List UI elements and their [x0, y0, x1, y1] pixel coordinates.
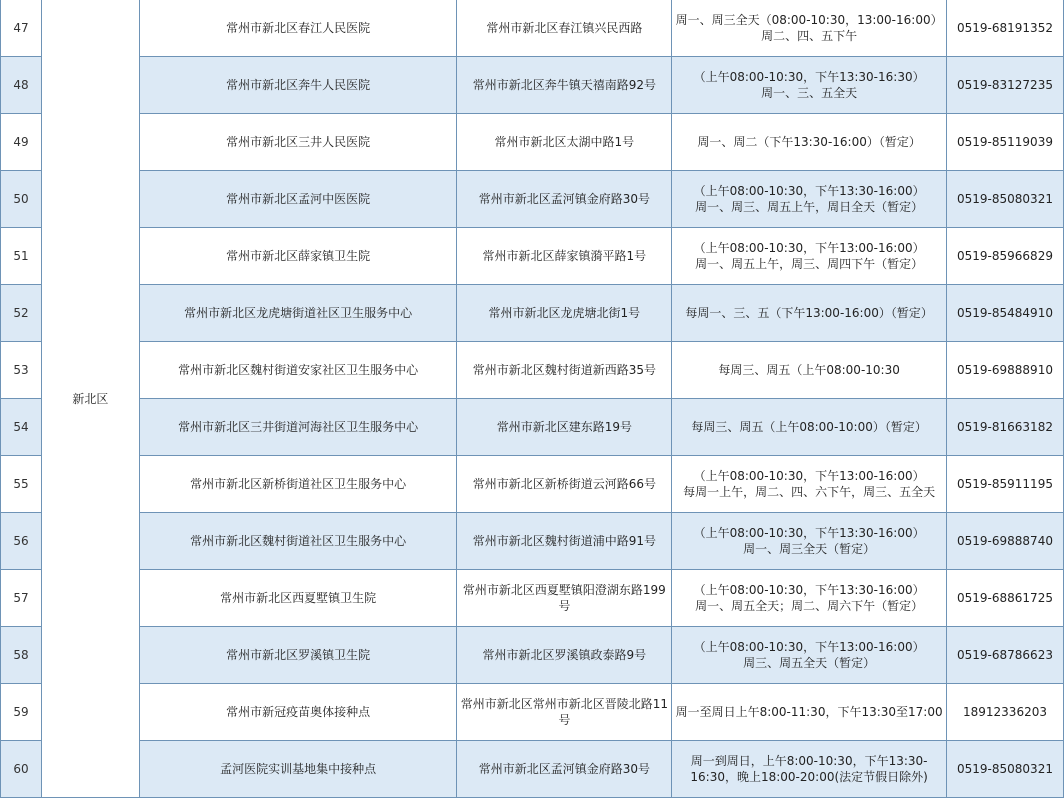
table-row	[1, 57, 1064, 114]
service-time-cell: 每周三、周五（上午08:00-10:00）（暂定）	[672, 399, 947, 456]
site-name-cell: 常州市新北区孟河中医医院	[139, 171, 457, 228]
site-address-cell: 常州市新北区春江镇兴民西路	[457, 0, 672, 57]
service-time-cell: 周一到周日，上午8:00-10:30，下午13:30-16:30，晚上18:00-20:00(法定节假日除外)	[672, 741, 947, 798]
site-name-cell: 常州市新北区新桥街道社区卫生服务中心	[139, 456, 457, 513]
phone-cell: 0519-85080321	[946, 171, 1063, 228]
phone-cell: 0519-69888910	[946, 342, 1063, 399]
phone-cell: 0519-85966829	[946, 228, 1063, 285]
site-name-cell: 常州市新北区三井街道河海社区卫生服务中心	[139, 399, 457, 456]
service-time-cell: （上午08:00-10:30，下午13:30-16:00） 周一、周三全天（暂定）	[672, 513, 947, 570]
site-name-cell: 常州市新北区薛家镇卫生院	[139, 228, 457, 285]
table-row	[1, 513, 1064, 570]
site-address-cell: 常州市新北区魏村街道新西路35号	[457, 342, 672, 399]
row-number-cell: 55	[1, 456, 42, 513]
service-time-cell: （上午08:00-10:30，下午13:00-16:00） 周三、周五全天（暂定）	[672, 627, 947, 684]
service-time-cell: （上午08:00-10:30，下午13:30-16:30） 周一、三、五全天	[672, 57, 947, 114]
site-address-cell: 常州市新北区薛家镇漪平路1号	[457, 228, 672, 285]
service-time-cell: 周一、周二（下午13:30-16:00）（暂定）	[672, 114, 947, 171]
service-time-cell: （上午08:00-10:30，下午13:30-16:00） 周一、周三、周五上午，周日全天（暂定）	[672, 171, 947, 228]
table-row	[1, 684, 1064, 741]
phone-cell: 0519-85080321	[946, 741, 1063, 798]
site-name-cell: 常州市新北区西夏墅镇卫生院	[139, 570, 457, 627]
site-address-cell: 常州市新北区西夏墅镇阳澄湖东路199号	[457, 570, 672, 627]
row-number-cell: 59	[1, 684, 42, 741]
phone-cell: 18912336203	[946, 684, 1063, 741]
site-name-cell: 孟河医院实训基地集中接种点	[139, 741, 457, 798]
service-time-cell: （上午08:00-10:30，下午13:00-16:00） 每周一上午，周二、四、六下午，周三、五全天	[672, 456, 947, 513]
table-row	[1, 456, 1064, 513]
row-number-cell: 48	[1, 57, 42, 114]
phone-cell: 0519-83127235	[946, 57, 1063, 114]
service-time-cell: 每周一、三、五（下午13:00-16:00）（暂定）	[672, 285, 947, 342]
row-number-cell: 60	[1, 741, 42, 798]
service-time-cell: 周一、周三全天（08:00-10:30，13:00-16:00） 周二、四、五下午	[672, 0, 947, 57]
site-name-cell: 常州市新冠疫苗奥体接种点	[139, 684, 457, 741]
service-time-cell: 每周三、周五（上午08:00-10:30	[672, 342, 947, 399]
site-name-cell: 常州市新北区三井人民医院	[139, 114, 457, 171]
site-name-cell: 常州市新北区龙虎塘街道社区卫生服务中心	[139, 285, 457, 342]
site-name-cell: 常州市新北区罗溪镇卫生院	[139, 627, 457, 684]
table-row	[1, 570, 1064, 627]
row-number-cell: 52	[1, 285, 42, 342]
site-address-cell: 常州市新北区罗溪镇政泰路9号	[457, 627, 672, 684]
site-address-cell: 常州市新北区常州市新北区晋陵北路11号	[457, 684, 672, 741]
phone-cell: 0519-85119039	[946, 114, 1063, 171]
site-address-cell: 常州市新北区龙虎塘北街1号	[457, 285, 672, 342]
phone-cell: 0519-81663182	[946, 399, 1063, 456]
site-name-cell: 常州市新北区魏村街道社区卫生服务中心	[139, 513, 457, 570]
site-name-cell: 常州市新北区春江人民医院	[139, 0, 457, 57]
row-number-cell: 56	[1, 513, 42, 570]
phone-cell: 0519-68786623	[946, 627, 1063, 684]
site-address-cell: 常州市新北区魏村街道浦中路91号	[457, 513, 672, 570]
table-row	[1, 285, 1064, 342]
row-number-cell: 47	[1, 0, 42, 57]
site-name-cell: 常州市新北区奔牛人民医院	[139, 57, 457, 114]
service-time-cell: 周一至周日上午8:00-11:30，下午13:30至17:00	[672, 684, 947, 741]
site-address-cell: 常州市新北区新桥街道云河路66号	[457, 456, 672, 513]
table-row	[1, 114, 1064, 171]
site-address-cell: 常州市新北区奔牛镇天禧南路92号	[457, 57, 672, 114]
table-row	[1, 228, 1064, 285]
site-name-cell: 常州市新北区魏村街道安家社区卫生服务中心	[139, 342, 457, 399]
district-cell: 新北区	[41, 0, 139, 798]
row-number-cell: 54	[1, 399, 42, 456]
service-time-cell: （上午08:00-10:30，下午13:30-16:00） 周一、周五全天；周二、周六下午（暂定）	[672, 570, 947, 627]
row-number-cell: 58	[1, 627, 42, 684]
table-row	[1, 342, 1064, 399]
row-number-cell: 50	[1, 171, 42, 228]
row-number-cell: 51	[1, 228, 42, 285]
table-row	[1, 399, 1064, 456]
phone-cell: 0519-85484910	[946, 285, 1063, 342]
table-row	[1, 0, 1064, 57]
phone-cell: 0519-85911195	[946, 456, 1063, 513]
table-row	[1, 171, 1064, 228]
site-address-cell: 常州市新北区太湖中路1号	[457, 114, 672, 171]
phone-cell: 0519-69888740	[946, 513, 1063, 570]
phone-cell: 0519-68861725	[946, 570, 1063, 627]
site-address-cell: 常州市新北区建东路19号	[457, 399, 672, 456]
site-address-cell: 常州市新北区孟河镇金府路30号	[457, 171, 672, 228]
row-number-cell: 49	[1, 114, 42, 171]
phone-cell: 0519-68191352	[946, 0, 1063, 57]
row-number-cell: 57	[1, 570, 42, 627]
row-number-cell: 53	[1, 342, 42, 399]
table-row	[1, 741, 1064, 798]
site-address-cell: 常州市新北区孟河镇金府路30号	[457, 741, 672, 798]
table-row	[1, 627, 1064, 684]
service-time-cell: （上午08:00-10:30，下午13:00-16:00） 周一、周五上午，周三、周四下午（暂定）	[672, 228, 947, 285]
